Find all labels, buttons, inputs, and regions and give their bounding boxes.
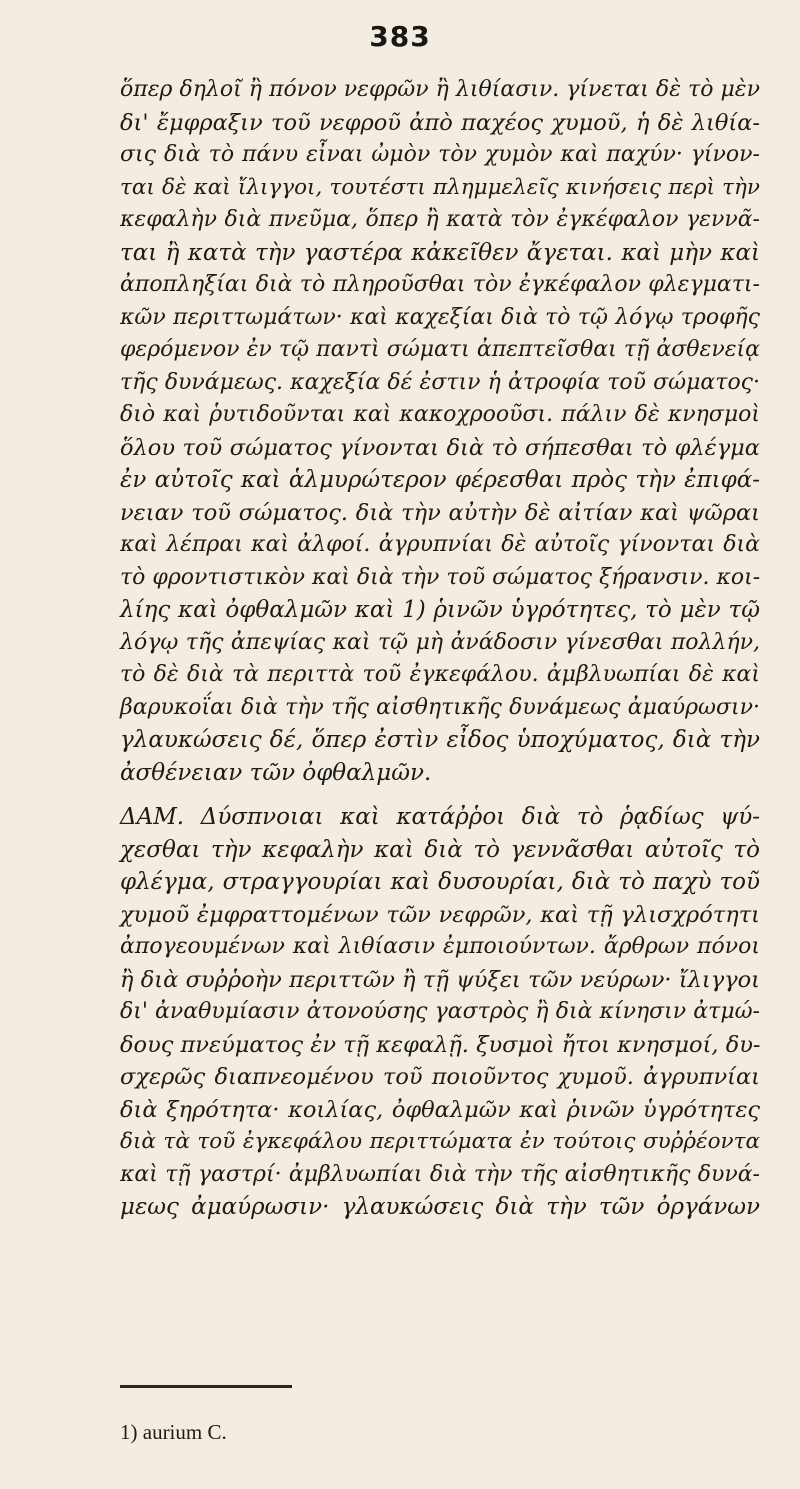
text-line: χεσθαι τὴν κεφαλὴν καὶ διὰ τὸ γεννᾶσθαι αὐτοῖς τὸ bbox=[120, 836, 760, 863]
text-line: τῆς δυνάμεως. καχεξία δέ ἐστιν ἡ ἀτροφία τοῦ σώματος· bbox=[120, 369, 760, 395]
text-line: σχερῶς διαπνεομένου τοῦ ποιοῦντος χυμοῦ. ἀγρυπνίαι bbox=[120, 1064, 760, 1090]
text-line: τὸ δὲ διὰ τὰ περιττὰ τοῦ ἐγκεφάλου. ἀμβλυωπίαι δὲ καὶ bbox=[120, 662, 760, 687]
text-line: γλαυκώσεις δέ, ὅπερ ἐστὶν εἶδος ὑποχύματος, διὰ τὴν bbox=[120, 727, 760, 753]
text-line: ται ἢ κατὰ τὴν γαστέρα κἀκεῖθεν ἄγεται. καὶ μὴν καὶ bbox=[120, 239, 760, 266]
text-line: ἢ διὰ συῤῥοὴν περιττῶν ἢ τῇ ψύξει τῶν νεύρων· ἴλιγγοι bbox=[120, 966, 760, 993]
text-line: κῶν περιττωμάτων· καὶ καχεξίαι διὰ τὸ τῷ λόγῳ τροφῆς bbox=[120, 304, 760, 330]
footnote: 1) aurium C. bbox=[120, 1420, 227, 1444]
section-marker: ΔΑΜ. bbox=[120, 804, 185, 830]
text-line: ἐν αὐτοῖς καὶ ἁλμυρώτερον φέρεσθαι πρὸς τὴν ἐπιφά- bbox=[120, 467, 760, 493]
text-line: ται δὲ καὶ ἴλιγγοι, τουτέστι πλημμελεῖς κινήσεις περὶ τὴν bbox=[120, 174, 760, 200]
text-line: διὸ καὶ ῥυτιδοῦνται καὶ κακοχροοῦσι. πάλιν δὲ κνησμοὶ bbox=[120, 402, 760, 427]
text-line: διὰ ξηρότητα· κοιλίας, ὀφθαλμῶν καὶ ῥινῶν ὑγρότητες bbox=[120, 1096, 760, 1123]
text-line-content: Δύσπνοιαι καὶ κατάῤῥοι διὰ τὸ ῥᾳδίως ψύ- bbox=[200, 804, 760, 830]
text-line: σις διὰ τὸ πάνυ εἶναι ὠμὸν τὸν χυμὸν καὶ παχύν· γίνον- bbox=[120, 142, 760, 167]
text-line bbox=[120, 801, 760, 834]
body-text bbox=[120, 74, 760, 1224]
text-line: ἀποπληξίαι διὰ τὸ πληροῦσθαι τὸν ἐγκέφαλον φλεγματι- bbox=[120, 272, 760, 297]
text-line: ἀπογεουμένων καὶ λιθίασιν ἐμποιούντων. ἄρθρων πόνοι bbox=[120, 934, 760, 959]
text-line: δι' ἔμφραξιν τοῦ νεφροῦ ἀπὸ παχέος χυμοῦ, ἡ δὲ λιθία- bbox=[120, 109, 760, 136]
text-line: βαρυκοΐαι διὰ τὴν τῆς αἰσθητικῆς δυνάμεως ἀμαύρωσιν· bbox=[120, 694, 760, 720]
text-line: τὸ φροντιστικὸν καὶ διὰ τὴν τοῦ σώματος ξήρανσιν. κοι- bbox=[120, 564, 761, 590]
paragraph-1 bbox=[120, 74, 760, 789]
text-line: νειαν τοῦ σώματος. διὰ τὴν αὐτὴν δὲ αἰτίαν καὶ ψῶραι bbox=[120, 499, 760, 526]
text-line: ὅπερ δηλοῖ ἢ πόνον νεφρῶν ἢ λιθίασιν. γίνεται δὲ τὸ μὲν bbox=[120, 77, 760, 102]
page-number: 383 bbox=[369, 20, 431, 53]
text-line: διὰ τὰ τοῦ ἐγκεφάλου περιττώματα ἐν τούτοις συῤῥέοντα bbox=[120, 1129, 760, 1154]
text-line: δους πνεύματος ἐν τῇ κεφαλῇ. ξυσμοὶ ἤτοι κνησμοί, δυ- bbox=[120, 1031, 761, 1058]
text-line: φλέγμα, στραγγουρίαι καὶ δυσουρίαι, διὰ τὸ παχὺ τοῦ bbox=[120, 869, 760, 895]
text-line: κεφαλὴν διὰ πνεῦμα, ὅπερ ἢ κατὰ τὸν ἐγκέφαλον γεννᾶ- bbox=[120, 207, 760, 232]
paragraph-2 bbox=[120, 801, 760, 1224]
text-line: καὶ τῇ γαστρί· ἀμβλυωπίαι διὰ τὴν τῆς αἰσθητικῆς δυνά- bbox=[120, 1161, 760, 1187]
text-line: λίης καὶ ὀφθαλμῶν καὶ 1) ῥινῶν ὑγρότητες, τὸ μὲν τῷ bbox=[120, 597, 760, 623]
text-line: μεως ἀμαύρωσιν· γλαυκώσεις διὰ τὴν τῶν ὀργάνων bbox=[120, 1194, 760, 1220]
text-line: καὶ λέπραι καὶ ἀλφοί. ἀγρυπνίαι δὲ αὐτοῖς γίνονται διὰ bbox=[120, 532, 760, 557]
footnote-divider bbox=[120, 1385, 292, 1388]
text-line: λόγῳ τῆς ἀπεψίας καὶ τῷ μὴ ἀνάδοσιν γίνεσθαι πολλήν, bbox=[120, 629, 760, 655]
text-line: χυμοῦ ἐμφραττομένων τῶν νεφρῶν, καὶ τῇ γλισχρότητι bbox=[120, 901, 760, 928]
text-line: ἀσθένειαν τῶν ὀφθαλμῶν. bbox=[120, 759, 432, 786]
text-line: φερόμενον ἐν τῷ παντὶ σώματι ἀπεπτεῖσθαι τῇ ἀσθενείᾳ bbox=[120, 337, 760, 362]
text-line: ὅλου τοῦ σώματος γίνονται διὰ τὸ σήπεσθαι τὸ φλέγμα bbox=[120, 434, 760, 461]
text-line: δι' ἀναθυμίασιν ἀτονούσης γαστρὸς ἢ διὰ κίνησιν ἀτμώ- bbox=[120, 999, 760, 1024]
